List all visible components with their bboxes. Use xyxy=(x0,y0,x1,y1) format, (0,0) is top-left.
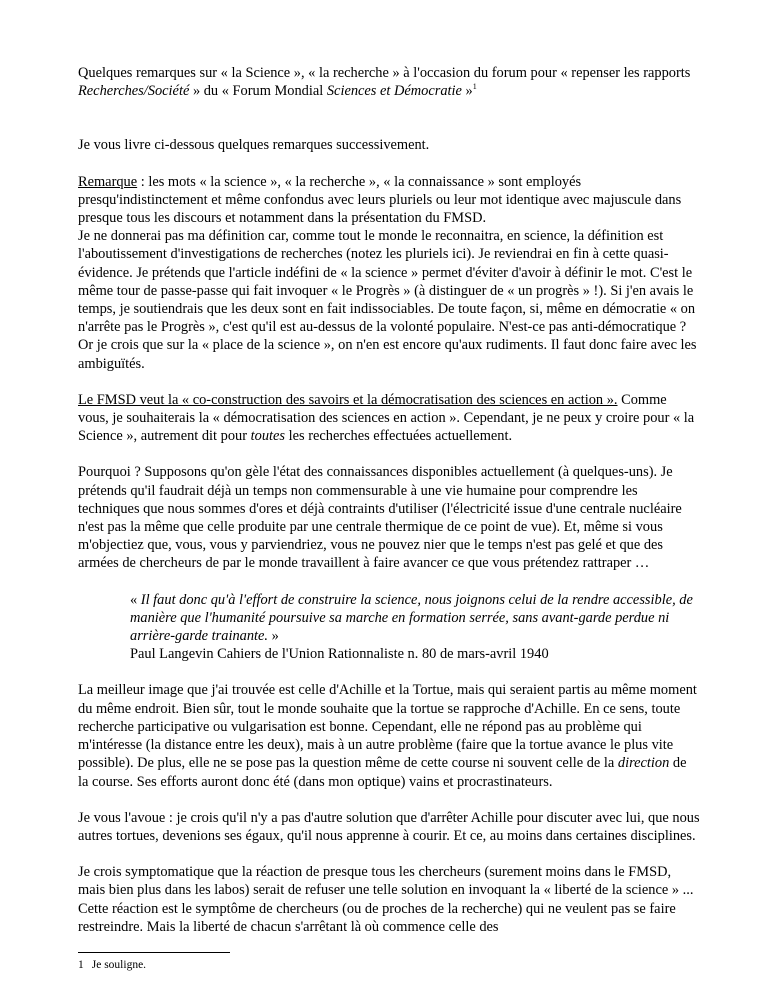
langevin-quote xyxy=(130,591,700,664)
footnote-divider xyxy=(78,952,230,953)
fmsd-heading: Le FMSD veut la « co-construction des savoirs et la démocratisation des sciences en action ». xyxy=(78,391,618,408)
title-italic-recherches: Recherches/Société xyxy=(78,83,190,100)
intro-paragraph: Je vous livre ci-dessous quelques remarques successivement. xyxy=(78,137,430,154)
pourquoi-paragraph: Pourquoi ? Supposons qu'on gèle l'état des connaissances disponibles actuellement (à quelques-uns). Je prétends qu'il faudrait déjà un temps non commensurable à une vie humaine pour comprendre les techniques que nous sommes d'ores et déjà contraints d'utiliser (l'électricité issue d'une centrale nucléaire n'est pas la même que celle produite par une centrale thermique de ce point de vue). Et, même si vous m'objectiez que, vous, vous y parviendriez, vous ne pouvez nier que le temps n'est pas gelé et que des armées de chercheurs de par le monde travaillent à faire avancer ce que vous prétendez rattraper … xyxy=(78,464,682,572)
footnote-text: Je souligne. xyxy=(91,959,147,971)
place-science-paragraph: Or je crois que sur la « place de la science », on n'en est encore qu'aux rudiments. Il faut donc faire avec les ambiguïtés. xyxy=(78,337,697,372)
footnote-number: 1 xyxy=(78,959,84,971)
remarque-paragraph: Remarque : les mots « la science », « la recherche », « la connaissance » sont employés presqu'indistinctement et même confondus avec leurs pluriels ou leur mot identique avec majuscule dans presque tous les discours et notamment dans la présentation du FMSD. xyxy=(78,173,682,227)
quote-source: Paul Langevin Cahiers de l'Union Rationnaliste n. 80 de mars-avril 1940 xyxy=(130,646,549,663)
remarque-label: Remarque xyxy=(78,173,138,190)
definition-paragraph: Je ne donnerai pas ma définition car, comme tout le monde le reconnaitra, en science, la définition est l'aboutissement d'investigations de recherches (notez les pluriels ici). Je reviendrai en fin à cette quasi-évidence. Je prétends que l'article indéfini de « la science » permet d'éviter d'avoir à définir le mot. C'est le même tour de passe-passe qui fait invoquer « le Progrès » (à distinguer de « un progrès » !). Si j'en avais le temps, je soutiendrais que les deux sont en fait indissociables. De toute façon, si, même en démocratie « on n'arrête pas le Progrès », c'est qu'il est au-dessus de la volonté populaire. N'est-ce pas anti-démocratique ? xyxy=(78,228,696,336)
title-italic-sciences: Sciences et Démocratie xyxy=(326,83,462,100)
avoue-paragraph: Je vous l'avoue : je crois qu'il n'y a pas d'autre solution que d'arrêter Achille pour discuter avec lui, que nous autres tortues, devenions ses égaux, qu'il nous apprenne à courir. Et ce, au moins dans certaines disciplines. xyxy=(78,809,700,844)
document-body xyxy=(78,64,700,936)
achille-paragraph: La meilleur image que j'ai trouvée est celle d'Achille et la Tortue, mais qui seraient partis au même moment du même endroit. Bien sûr, tout le monde souhaite que la tortue se rapproche d'Achille. En ce sens, toute recherche participative ou vulgarisation est bonne. Cependant, elle ne répond pas au problème qui m'intéresse (la distance entre les deux), mais à un autre problème (faire que la tortue avance le plus vite possible). De plus, elle ne se pose pas la question même de cette course ni souvent celle de la direction de la course. Ses efforts auront donc été (dans mon optique) vains et procrastinateurs. xyxy=(78,682,697,790)
fmsd-paragraph: Le FMSD veut la « co-construction des savoirs et la démocratisation des sciences en action ». Comme vous, je souhaiterais la « démocratisation des sciences en action ». Cependant, je ne peux y croire pour « la Science », autrement dit pour toutes les recherches effectuées actuellement. xyxy=(78,391,695,445)
footnote xyxy=(78,958,146,972)
document-title: Quelques remarques sur « la Science », « la recherche » à l'occasion du forum pour « repenser les rapports Recherches/Société » du « Forum Mondial Sciences et Démocratie »$^1$ xyxy=(78,65,691,100)
quote-text: « Il faut donc qu'à l'effort de construire la science, nous joignons celui de la rendre accessible, de manière que l'humanité poursuive sa marche en formation serrée, sans avant-garde perdue ni arrière-garde trainante. » xyxy=(130,591,693,645)
footnote-reference: 1 xyxy=(472,82,477,92)
symptome-paragraph: Je crois symptomatique que la réaction de presque tous les chercheurs (surement moins dans le FMSD, mais bien plus dans les labos) serait de refuser une telle solution en invoquant la « liberté de la science » ... Cette réaction est le symptôme de chercheurs (ou de proches de la recherche) qui ne veulent pas se faire restreindre. Mais la liberté de chacun s'arrêtant là où commence celle des xyxy=(78,864,694,935)
